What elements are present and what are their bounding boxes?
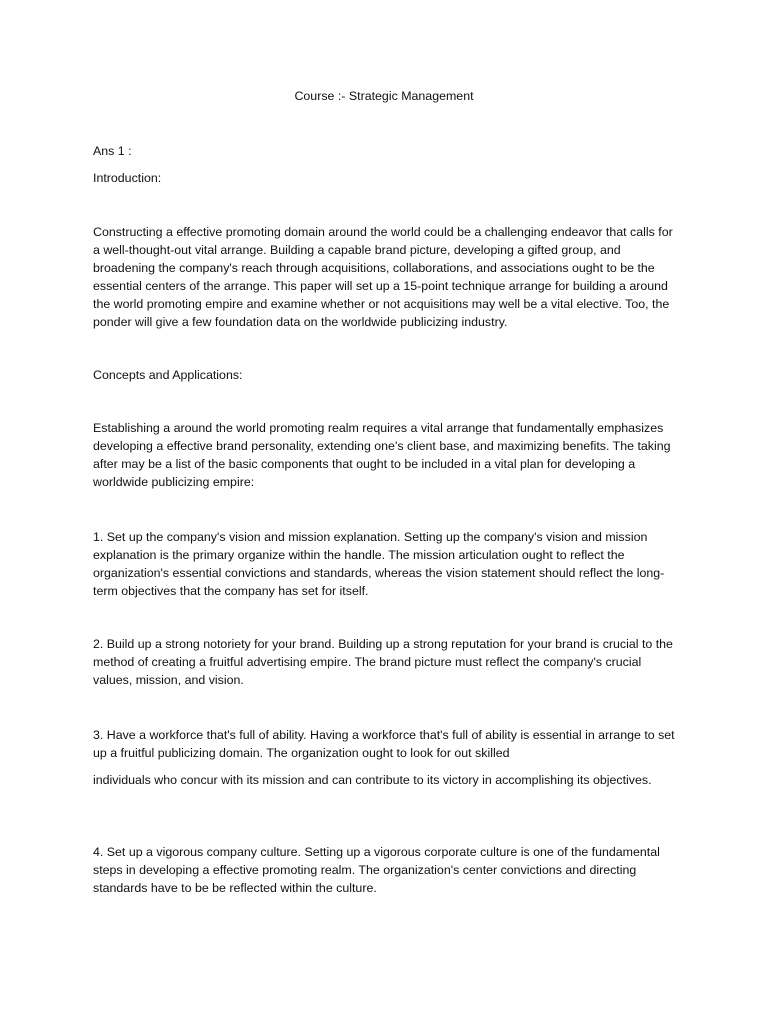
point-2-paragraph: 2. Build up a strong notoriety for your brand. Building up a strong reputation for your brand is crucial to the method of creating a fruitful advertising empire. The brand picture must reflect the company's crucial values, mission, and vision. (93, 637, 673, 687)
answer-label: Ans 1 : (93, 144, 132, 158)
intro-paragraph: Constructing a effective promoting domain around the world could be a challenging endeavor that calls for a well-thought-out vital arrange. Building a capable brand picture, developing a gifted group, and broadening the company's reach through acquisitions, collaborations, and associations ought to be the essential centers of the arrange. This paper will set up a 15-point technique arrange for building a around the world promoting empire and examine whether or not acquisitions may well be a vital elective. Too, the ponder will give a few foundation data on the worldwide publicizing industry. (93, 225, 673, 329)
point-3-continuation: individuals who concur with its mission and can contribute to its victory in accomplishing its objectives. (93, 773, 652, 787)
concepts-paragraph: Establishing a around the world promoting realm requires a vital arrange that fundamentally emphasizes developing a effective brand personality, extending one's client base, and maximizing benefits. The taking after may be a list of the basic components that ought to be included in a vital plan for developing a worldwide publicizing empire: (93, 421, 671, 489)
point-1-paragraph: 1. Set up the company's vision and mission explanation. Setting up the company's vision and mission explanation is the primary organize within the handle. The mission articulation ought to reflect the organization's essential convictions and standards, whereas the vision statement should reflect the long-term objectives that the company has set for itself. (93, 530, 665, 598)
concepts-heading: Concepts and Applications: (93, 368, 243, 382)
introduction-heading: Introduction: (93, 171, 162, 185)
point-4-paragraph: 4. Set up a vigorous company culture. Setting up a vigorous corporate culture is one of the fundamental steps in developing a effective promoting realm. The organization's center convictions and directing standards have to be be reflected within the culture. (93, 845, 660, 895)
document-title: Course :- Strategic Management (294, 89, 474, 103)
point-3-paragraph: 3. Have a workforce that's full of ability. Having a workforce that's full of ability is essential in arrange to set up a fruitful publicizing domain. The organization ought to look for out skilled (93, 728, 675, 760)
